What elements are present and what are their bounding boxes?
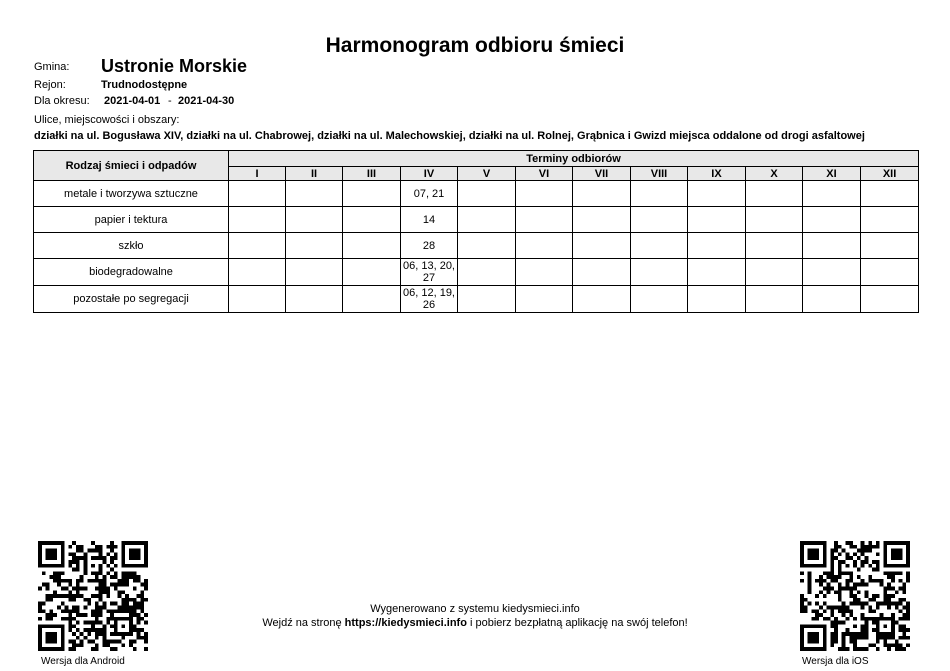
pickup-dates-cell <box>229 181 286 207</box>
month-header: VI <box>516 167 573 181</box>
pickup-dates-cell <box>688 207 746 233</box>
pickup-dates-cell <box>631 259 688 286</box>
pickup-dates-cell <box>861 286 919 313</box>
page-title: Harmonogram odbioru śmieci <box>325 34 625 57</box>
pickup-dates-cell <box>746 233 803 259</box>
pickup-dates-cell <box>229 286 286 313</box>
rejon-label: Rejon: <box>34 79 66 91</box>
waste-type-cell: metale i tworzywa sztuczne <box>34 181 229 207</box>
pickup-dates-cell <box>343 259 401 286</box>
rejon-value: Trudnodostępne <box>101 79 188 91</box>
pickup-dates-cell <box>286 259 343 286</box>
table-row <box>34 259 919 286</box>
footer <box>0 602 950 630</box>
gmina-label: Gmina: <box>34 61 70 73</box>
month-header: VII <box>573 167 631 181</box>
pickup-dates-cell: 07, 21 <box>401 181 458 207</box>
pickup-dates-cell <box>688 286 746 313</box>
pickup-dates-cell <box>573 233 631 259</box>
pickup-dates-cell <box>688 233 746 259</box>
period-from: 2021-04-01 <box>104 95 161 107</box>
month-header: II <box>286 167 343 181</box>
qr-code-icon[interactable] <box>38 541 148 651</box>
pickup-dates-cell <box>286 233 343 259</box>
pickup-dates-cell <box>286 181 343 207</box>
pickup-dates-cell <box>861 207 919 233</box>
pickup-dates-cell <box>229 207 286 233</box>
pickup-dates-cell <box>803 181 861 207</box>
pickup-dates-cell <box>343 181 401 207</box>
pickup-dates-cell <box>861 233 919 259</box>
pickup-dates-cell <box>573 286 631 313</box>
pickup-dates-cell <box>803 207 861 233</box>
pickup-dates-cell <box>458 181 516 207</box>
pickup-dates-cell <box>516 286 573 313</box>
footer-generated-text: Wygenerowano z systemu kiedysmieci.info <box>370 603 580 615</box>
streets-value: działki na ul. Bogusława XIV, działki na ul. Chabrowej, działki na ul. Malechowskiej, działki na ul. Rolnej, Grąbnica i Gwizd miejsca oddalone od drogi asfaltowej <box>34 130 865 142</box>
pickup-dates-cell <box>229 259 286 286</box>
ios-caption: Wersja dla iOS <box>802 656 869 667</box>
type-column-header: Rodzaj śmieci i odpadów <box>34 151 229 181</box>
pickup-dates-cell <box>631 233 688 259</box>
website-link[interactable]: https://kiedysmieci.info <box>344 617 467 629</box>
pickup-dates-cell <box>343 286 401 313</box>
gmina-value: Ustronie Morskie <box>101 56 248 76</box>
table-row <box>34 233 919 259</box>
pickup-dates-cell <box>343 207 401 233</box>
pickup-dates-cell: 28 <box>401 233 458 259</box>
pickup-dates-cell <box>516 233 573 259</box>
pickup-dates-cell <box>516 259 573 286</box>
month-header: XI <box>803 167 861 181</box>
pickup-dates-cell <box>573 207 631 233</box>
pickup-dates-cell <box>458 207 516 233</box>
period-to: 2021-04-30 <box>178 95 235 107</box>
pickup-dates-cell <box>803 259 861 286</box>
pickup-dates-cell <box>458 259 516 286</box>
waste-type-cell: pozostałe po segregacji <box>34 286 229 313</box>
schedule-table <box>33 150 919 313</box>
period-label: Dla okresu: <box>34 95 90 107</box>
table-row <box>34 286 919 313</box>
android-caption: Wersja dla Android <box>41 656 125 667</box>
pickup-dates-cell <box>631 181 688 207</box>
pickup-dates-cell <box>229 233 286 259</box>
waste-type-cell: papier i tektura <box>34 207 229 233</box>
period-separator: - <box>168 95 172 107</box>
pickup-dates-cell <box>286 286 343 313</box>
waste-type-cell: szkło <box>34 233 229 259</box>
month-header: XII <box>861 167 919 181</box>
pickup-dates-cell: 06, 12, 19, 26 <box>401 286 458 313</box>
pickup-dates-cell <box>688 259 746 286</box>
pickup-dates-cell <box>861 259 919 286</box>
table-row <box>34 207 919 233</box>
pickup-dates-cell <box>746 286 803 313</box>
table-row <box>34 181 919 207</box>
pickup-dates-cell <box>746 259 803 286</box>
pickup-dates-cell <box>343 233 401 259</box>
month-header: I <box>229 167 286 181</box>
pickup-dates-cell <box>746 181 803 207</box>
pickup-dates-cell <box>746 207 803 233</box>
pickup-dates-cell <box>688 181 746 207</box>
footer-text-before: Wejdź na stronę <box>262 617 345 629</box>
pickup-dates-cell <box>458 233 516 259</box>
pickup-dates-cell <box>631 207 688 233</box>
footer-text-after: i pobierz bezpłatną aplikację na swój telefon! <box>466 617 688 629</box>
pickup-dates-cell <box>516 207 573 233</box>
terms-column-header: Terminy odbiorów <box>229 151 919 167</box>
pickup-dates-cell <box>516 181 573 207</box>
pickup-dates-cell <box>573 181 631 207</box>
streets-label: Ulice, miejscowości i obszary: <box>34 114 180 126</box>
month-header: V <box>458 167 516 181</box>
footer-app-text <box>0 616 950 630</box>
month-header: IV <box>401 167 458 181</box>
pickup-dates-cell <box>803 233 861 259</box>
month-header: X <box>746 167 803 181</box>
pickup-dates-cell <box>458 286 516 313</box>
waste-type-cell: biodegradowalne <box>34 259 229 286</box>
pickup-dates-cell <box>573 259 631 286</box>
pickup-dates-cell: 14 <box>401 207 458 233</box>
qr-code-icon[interactable] <box>800 541 910 651</box>
pickup-dates-cell: 06, 13, 20, 27 <box>401 259 458 286</box>
month-header: VIII <box>631 167 688 181</box>
pickup-dates-cell <box>861 181 919 207</box>
month-header: IX <box>688 167 746 181</box>
pickup-dates-cell <box>803 286 861 313</box>
month-header: III <box>343 167 401 181</box>
pickup-dates-cell <box>286 207 343 233</box>
pickup-dates-cell <box>631 286 688 313</box>
